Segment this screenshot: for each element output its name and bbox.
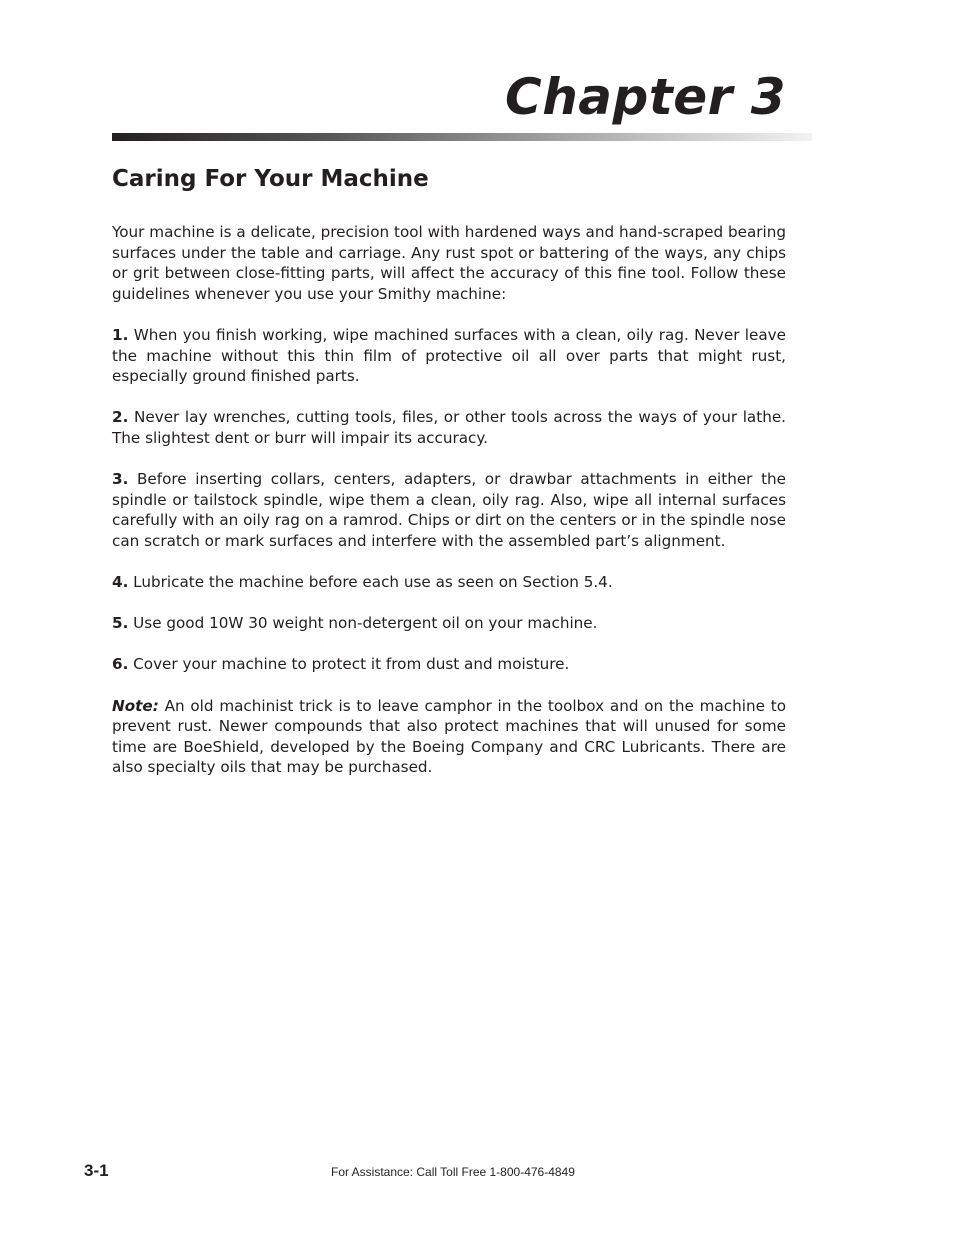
- list-item: [112, 469, 786, 551]
- note-text: An old machinist trick is to leave camphor in the toolbox and on the machine to prevent rust. Newer compounds that also protect machines that will unused for some time are BoeShield, developed by the Boeing Company and CRC Lubricants. There are also specialty oils that may be purchased.: [112, 696, 786, 777]
- item-text: Before inserting collars, centers, adapters, or drawbar attachments in either the spindle or tailstock spindle, wipe them a clean, oily rag. Also, wipe all internal surfaces carefully with an oily rag on a ramrod. Chips or dirt on the centers or in the spindle nose can scratch or mark surfaces and interfere with the assembled part’s alignment.: [112, 470, 786, 550]
- item-number: 6.: [112, 655, 129, 674]
- item-text: Never lay wrenches, cutting tools, files, or other tools across the ways of your lathe. The slightest dent or burr will impair its accuracy.: [112, 408, 786, 447]
- list-item: [112, 407, 786, 448]
- note-paragraph: [112, 696, 786, 778]
- item-number: 2.: [112, 408, 129, 427]
- chapter-title: Chapter 3: [505, 68, 786, 126]
- list-item: [112, 572, 786, 593]
- page-number: 3-1: [84, 1161, 109, 1180]
- item-text: Use good 10W 30 weight non-detergent oil on your machine.: [133, 614, 598, 633]
- list-item: [112, 325, 786, 387]
- item-text: When you finish working, wipe machined surfaces with a clean, oily rag. Never leave the machine without this thin film of protective oil all over parts that might rust, especially ground finished parts.: [112, 325, 787, 386]
- body-text: [112, 222, 786, 799]
- item-number: 5.: [112, 614, 129, 633]
- note-label: Note:: [112, 696, 159, 715]
- item-number: 1.: [112, 325, 129, 344]
- footer-assistance: For Assistance: Call Toll Free 1-800-476-4849: [331, 1165, 575, 1179]
- intro-paragraph: Your machine is a delicate, precision tool with hardened ways and hand-scraped bearing surfaces under the table and carriage. Any rust spot or battering of the ways, any chips or grit between close-fitting parts, will affect the accuracy of this fine tool. Follow these guidelines whenever you use your Smithy machine:: [112, 223, 786, 303]
- item-text: Lubricate the machine before each use as seen on Section 5.4.: [133, 573, 613, 592]
- section-heading: Caring For Your Machine: [112, 166, 429, 192]
- item-number: 4.: [112, 573, 129, 592]
- title-rule: [112, 133, 812, 141]
- list-item: [112, 654, 786, 675]
- item-text: Cover your machine to protect it from dust and moisture.: [133, 655, 570, 674]
- list-item: [112, 613, 786, 634]
- item-number: 3.: [112, 470, 129, 489]
